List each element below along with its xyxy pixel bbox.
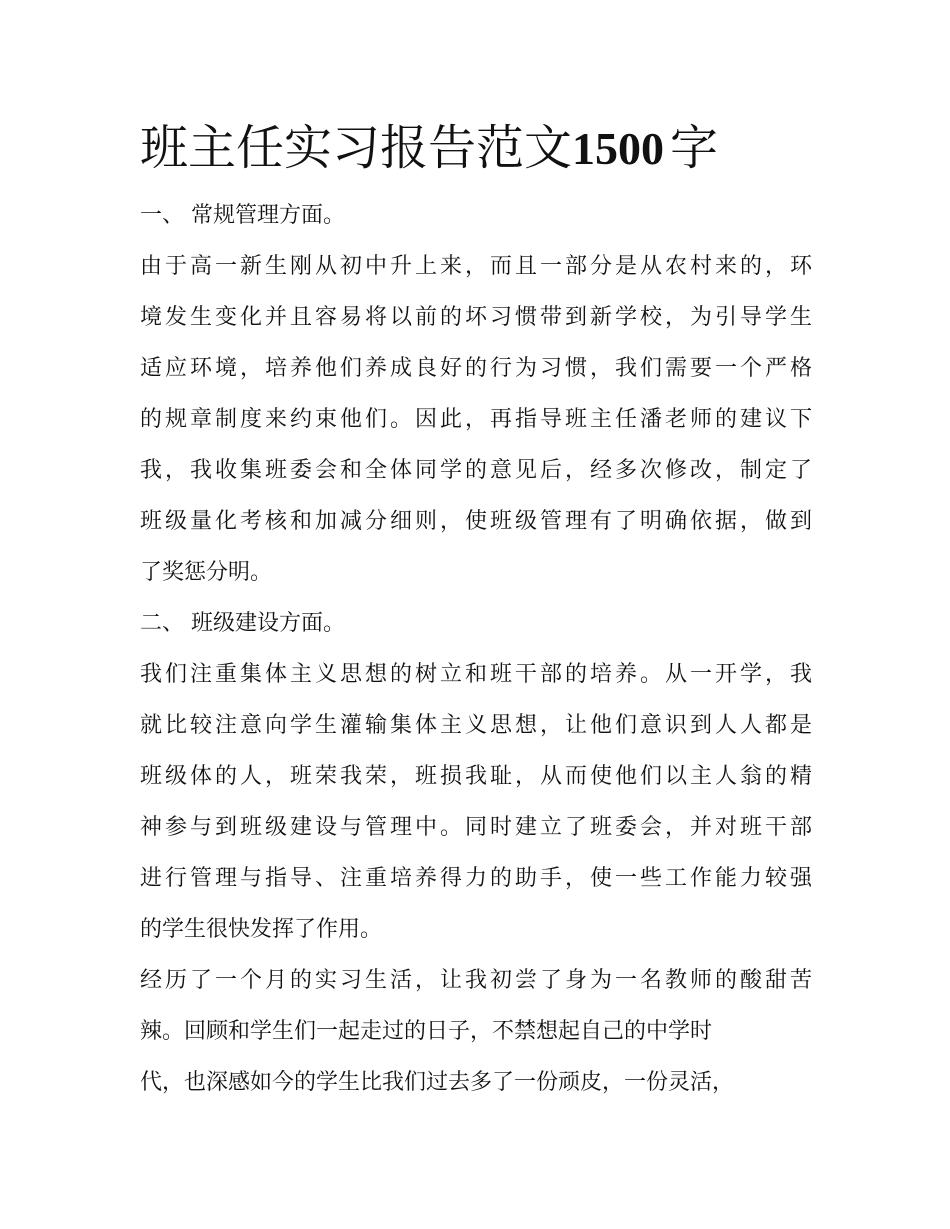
title-prefix: 班主任实习报告范文	[140, 120, 573, 176]
paragraph-line: 班级体的人，班荣我荣，班损我耻，从而使他们以主人翁的精	[140, 764, 812, 789]
paragraph-3	[140, 955, 812, 1108]
paragraph-line: 的学生很快发挥了作用。	[140, 917, 383, 942]
document-page	[140, 112, 812, 1108]
section-heading-1: 一、 常规管理方面。	[140, 203, 345, 228]
title-number: 1500	[572, 123, 665, 174]
page-title	[140, 112, 812, 185]
paragraph-line: 我，我收集班委会和全体同学的意见后，经多次修改，制定了	[140, 458, 812, 483]
paragraph-line: 适应环境，培养他们养成良好的行为习惯，我们需要一个严格	[140, 356, 812, 381]
paragraph-line: 我们注重集体主义思想的树立和班干部的培养。从一开学，我	[140, 662, 812, 687]
paragraph-line: 代，也深感如今的学生比我们过去多了一份顽皮，一份灵活，	[140, 1070, 735, 1095]
paragraph-line: 辣。回顾和学生们一起走过的日子，不禁想起自己的中学时	[140, 1019, 713, 1044]
paragraph-line: 就比较注意向学生灌输集体主义思想，让他们意识到人人都是	[140, 713, 812, 738]
paragraph-line: 进行管理与指导、注重培养得力的助手，使一些工作能力较强	[140, 866, 812, 891]
title-suffix: 字	[670, 120, 719, 176]
paragraph-line: 了奖惩分明。	[140, 560, 273, 585]
paragraph-2	[140, 649, 812, 955]
paragraph-line: 的规章制度来约束他们。因此，再指导班主任潘老师的建议下	[140, 407, 812, 432]
paragraph-line: 神参与到班级建设与管理中。同时建立了班委会，并对班干部	[140, 815, 812, 840]
section-heading-2: 二、 班级建设方面。	[140, 611, 345, 636]
paragraph-line: 境发生变化并且容易将以前的坏习惯带到新学校，为引导学生	[140, 305, 812, 330]
paragraph-line: 班级量化考核和加减分细则，使班级管理有了明确依据，做到	[140, 509, 812, 534]
paragraph-1	[140, 241, 812, 598]
title-block	[140, 112, 812, 190]
paragraph-line: 由于高一新生刚从初中升上来，而且一部分是从农村来的，环	[140, 254, 812, 279]
paragraph-line: 经历了一个月的实习生活，让我初尝了身为一名教师的酸甜苦	[140, 968, 812, 993]
